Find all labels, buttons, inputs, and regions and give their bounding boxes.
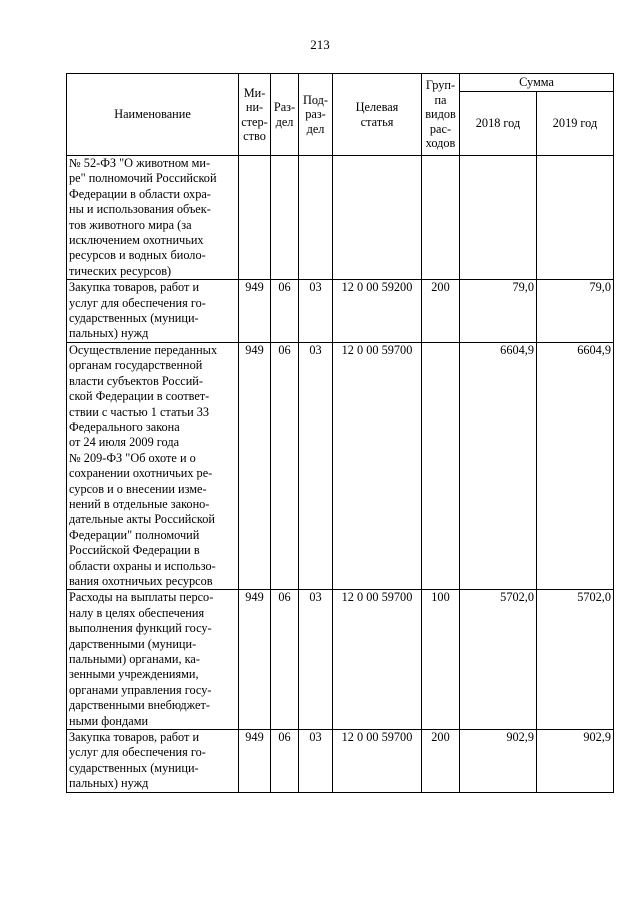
header-year-2019: 2019 год: [537, 92, 614, 156]
cell-group: [422, 156, 460, 280]
text-line: ресурсов и водных биоло-: [69, 248, 206, 263]
cell-section: 06: [271, 280, 299, 343]
header-name: Наименование: [67, 74, 239, 156]
cell-target: 12 0 00 59700: [333, 342, 422, 590]
cell-ministry: 949: [239, 590, 271, 730]
table-row: [67, 590, 614, 730]
text-line: пальных) нужд: [69, 776, 149, 791]
text-line: дарственными (муници-: [69, 636, 197, 651]
header-ministry: [239, 74, 271, 156]
text-line: услуг для обеспечения го-: [69, 295, 206, 310]
cell-subsection: 03: [299, 730, 333, 793]
cell-sum-2019: 79,0: [537, 280, 614, 343]
header-expense-group: [422, 74, 460, 156]
text-line: Федерации в области охра-: [69, 186, 211, 201]
text-line: Федерального закона: [69, 419, 180, 434]
cell-name: [67, 156, 239, 280]
cell-sum-2019: 6604,9: [537, 342, 614, 590]
text-line: вания охотничьих ресурсов: [69, 573, 213, 588]
cell-group: 200: [422, 730, 460, 793]
cell-target: 12 0 00 59700: [333, 730, 422, 793]
cell-ministry: 949: [239, 342, 271, 590]
text-line: видов: [425, 107, 456, 122]
cell-sum-2018: 902,9: [460, 730, 537, 793]
header-subsection: [299, 74, 333, 156]
text-line: па: [434, 92, 447, 107]
text-line: сохранении охотничьих ре-: [69, 466, 213, 481]
cell-section: 06: [271, 342, 299, 590]
cell-sum-2018: 79,0: [460, 280, 537, 343]
cell-name: [67, 342, 239, 590]
cell-name: [67, 280, 239, 343]
table-row: [67, 342, 614, 590]
cell-section: 06: [271, 730, 299, 793]
text-line: № 209-ФЗ "Об охоте и о: [69, 450, 196, 465]
text-line: выполнения функций госу-: [69, 621, 212, 636]
budget-table: [66, 73, 614, 793]
text-line: тических ресурсов): [69, 263, 172, 278]
cell-target: 12 0 00 59200: [333, 280, 422, 343]
table-row: [67, 156, 614, 280]
text-line: ствии с частью 1 статьи 33: [69, 404, 210, 419]
cell-ministry: 949: [239, 280, 271, 343]
cell-sum-2019: 5702,0: [537, 590, 614, 730]
text-line: ни-: [245, 100, 264, 114]
header-target: [333, 74, 422, 156]
text-line: исключением охотничьих: [69, 233, 204, 248]
text-line: пальными) органами, ка-: [69, 652, 200, 666]
text-line: власти субъектов Россий-: [69, 373, 203, 388]
text-line: ре" полномочий Российской: [69, 171, 217, 186]
cell-sum-2018: [460, 156, 537, 280]
text-line: зенными учреждениями,: [69, 667, 199, 682]
text-line: ской Федерации в соответ-: [69, 389, 210, 404]
cell-ministry: 949: [239, 730, 271, 793]
text-line: Федерации" полномочий: [69, 527, 200, 542]
text-line: дательные акты Российской: [69, 512, 215, 527]
cell-group: 200: [422, 280, 460, 343]
text-line: сурсов и о внесении изме-: [69, 481, 207, 496]
header-sum: Сумма: [460, 74, 614, 92]
text-line: дарственными внебюджет-: [69, 698, 210, 713]
text-line: области охраны и использо-: [69, 558, 216, 573]
text-line: № 52-ФЗ "О животном ми-: [69, 156, 211, 170]
header-section: [271, 74, 299, 156]
cell-subsection: 03: [299, 590, 333, 730]
text-line: органам государственной: [69, 358, 203, 373]
cell-group: 100: [422, 590, 460, 730]
cell-section: 06: [271, 590, 299, 730]
text-line: Российской Федерации в: [69, 543, 200, 558]
text-line: Расходы на выплаты персо-: [69, 590, 214, 605]
text-line: сударственных (муници-: [69, 760, 199, 775]
cell-subsection: 03: [299, 280, 333, 343]
cell-target: 12 0 00 59700: [333, 590, 422, 730]
cell-name: [67, 730, 239, 793]
text-line: Раз-: [273, 100, 296, 114]
cell-sum-2019: 902,9: [537, 730, 614, 793]
text-line: раз-: [305, 107, 326, 122]
page-number: 213: [310, 37, 330, 52]
cell-subsection: 03: [299, 342, 333, 590]
text-line: от 24 июля 2009 года: [69, 435, 180, 450]
cell-sum-2018: 6604,9: [460, 342, 537, 590]
cell-ministry: [239, 156, 271, 280]
text-line: ными фондами: [69, 713, 149, 728]
text-line: ходов: [425, 136, 456, 151]
text-line: Осуществление переданных: [69, 342, 218, 357]
text-line: нений в отдельные законо-: [69, 496, 210, 511]
table-row: [67, 730, 614, 793]
text-line: тов животного мира (за: [69, 217, 192, 232]
cell-sum-2019: [537, 156, 614, 280]
text-line: Закупка товаров, работ и: [69, 730, 200, 745]
text-line: Закупка товаров, работ и: [69, 280, 200, 295]
text-line: услуг для обеспечения го-: [69, 745, 206, 760]
text-line: Груп-: [425, 78, 456, 93]
text-line: стер-: [241, 114, 268, 129]
text-line: рас-: [429, 121, 452, 136]
text-line: ны и использования объек-: [69, 202, 211, 217]
table-row: [67, 280, 614, 343]
text-line: дел: [306, 121, 325, 136]
text-line: Ми-: [243, 85, 266, 100]
text-line: сударственных (муници-: [69, 311, 199, 326]
cell-subsection: [299, 156, 333, 280]
text-line: ство: [243, 129, 266, 143]
text-line: органами управления госу-: [69, 682, 212, 697]
cell-name: [67, 590, 239, 730]
text-line: Под-: [302, 92, 329, 107]
text-line: дел: [275, 114, 294, 129]
text-line: налу в целях обеспечения: [69, 605, 205, 620]
cell-target: [333, 156, 422, 280]
cell-section: [271, 156, 299, 280]
text-line: Целевая: [355, 100, 399, 114]
header-year-2018: 2018 год: [460, 92, 537, 156]
cell-group: [422, 342, 460, 590]
text-line: пальных) нужд: [69, 326, 149, 341]
text-line: статья: [360, 114, 394, 129]
cell-sum-2018: 5702,0: [460, 590, 537, 730]
